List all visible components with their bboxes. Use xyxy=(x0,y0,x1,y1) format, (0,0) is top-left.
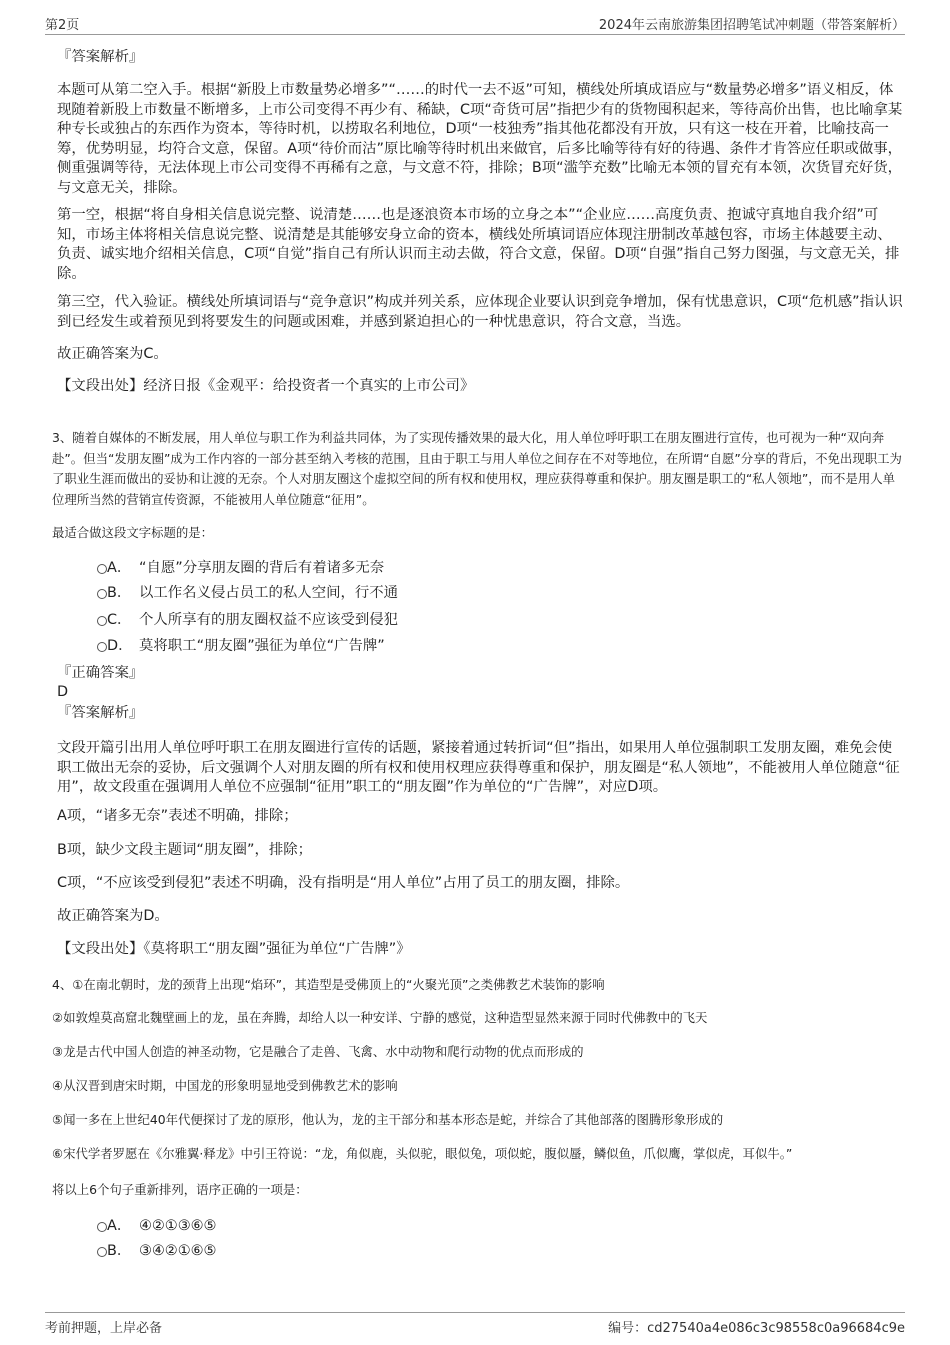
q4-sentence-6: ⑥宋代学者罗愿在《尔雅翼·释龙》中引王符说：“龙，角似鹿，头似驼，眼似兔，项似蛇，腹似蜃，鳞似鱼，爪似鹰，掌似虎，耳似牛。” xyxy=(52,1146,793,1161)
q4-option-b[interactable] xyxy=(57,1241,216,1261)
option-letter: C． xyxy=(107,612,132,628)
q3-question: 最适合做这段文字标题的是： xyxy=(52,525,214,540)
page-number: 第2页 xyxy=(45,18,80,33)
q3-answer: D xyxy=(57,684,69,700)
document-title: 2024年云南旅游集团招聘笔试冲刺题（带答案解析） xyxy=(598,18,905,33)
option-text: 以工作名义侵占员工的私人空间，行不通 xyxy=(139,585,399,601)
option-text: “自愿”分享朋友圈的背后有着诸多无奈 xyxy=(139,560,385,576)
q4-sentence-4: ④从汉晋到唐宋时期，中国龙的形象明显地受到佛教艺术的影响 xyxy=(52,1078,398,1093)
radio-icon[interactable] xyxy=(97,616,107,626)
q4-sentence-2: ②如敦煌莫高窟北魏壁画上的龙，虽在奔腾，却给人以一种安详、宁静的感觉，这种造型显然来源于同时代佛教中的飞天 xyxy=(52,1010,708,1025)
radio-icon[interactable] xyxy=(97,1247,107,1257)
q2-paragraph-3: 第三空，代入验证。横线处所填词语与“竞争意识”构成并列关系，应体现企业要认识到竞争增加，保有忧患意识，C项“危机感”指认识到已经发生或着预见到将要发生的问题或困难，并感到紧迫担心的一种忧患意识，符合文意，当选。 xyxy=(57,294,903,330)
option-text: ③④②①⑥⑤ xyxy=(139,1243,217,1259)
q2-source: 【文段出处】经济日报《金观平：给投资者一个真实的上市公司》 xyxy=(57,378,475,394)
q4-option-a[interactable] xyxy=(57,1216,216,1236)
q2-analysis-label: 『答案解析』 xyxy=(57,49,144,65)
q4-sentence-1: 4、①在南北朝时，龙的颈背上出现“焰环”，其造型是受佛顶上的“火聚光顶”之类佛教艺术装饰的影响 xyxy=(52,977,605,992)
q2-paragraph-2: 第一空，根据“将自身相关信息说完整、说清楚……也是逐浪资本市场的立身之本”“企业应……高度负责、抱诚守真地自我介绍”可知，市场主体将相关信息说完整、说清楚是其能够安身立命的资本，横线处所填词语应体现注册制改革越包容，市场主体越要主动、负责、诚实地介绍相关信息，C项“自觉”指自己有所认识而主动去做，符合文意，保留。D项“自强”指自己努力图强，与文意无关，排除。 xyxy=(57,207,900,282)
radio-icon[interactable] xyxy=(97,1222,107,1232)
option-letter: D． xyxy=(107,638,133,654)
q3-option-d[interactable] xyxy=(57,636,385,656)
q3-conclusion: 故正确答案为D。 xyxy=(57,908,169,924)
option-text: ④②①③⑥⑤ xyxy=(139,1218,217,1234)
radio-icon[interactable] xyxy=(97,589,107,599)
footer-slogan: 考前押题，上岸必备 xyxy=(45,1321,163,1336)
radio-icon[interactable] xyxy=(97,564,107,574)
option-text: 莫将职工“朋友圈”强征为单位“广告牌” xyxy=(139,638,385,654)
q2-conclusion: 故正确答案为C。 xyxy=(57,346,168,362)
page-footer xyxy=(45,1312,905,1335)
q3-paragraph-2: A项，“诸多无奈”表述不明确，排除； xyxy=(57,808,298,824)
option-text: 个人所享有的朋友圈权益不应该受到侵犯 xyxy=(139,612,399,628)
q3-stem: 3、随着自媒体的不断发展，用人单位与职工作为利益共同体，为了实现传播效果的最大化，用人单位呼吁职工在朋友圈进行宣传，也可视为一种“双向奔赴”。但当“发朋友圈”成为工作内容的一部分甚至纳入考核的范围，且由于职工与用人单位之间存在不对等地位，在所谓“自愿”分享的背后，不免出现职工为了职业生涯而做出的妥协和让渡的无奈。个人对朋友圈这个虚拟空间的所有权和使用权，理应获得尊重和保护。朋友圈是职工的“私人领地”，而不是用人单位理所当然的营销宣传资源，不能被用人单位随意“征用”。 xyxy=(52,430,902,507)
q3-paragraph-1: 文段开篇引出用人单位呼吁职工在朋友圈进行宣传的话题，紧接着通过转折词“但”指出，如果用人单位强制职工发朋友圈，难免会使职工做出无奈的妥协，后文强调个人对朋友圈的所有权和使用权理应获得尊重和保护，朋友圈是“私人领地”，不能被用人单位随意“征用”，故文段重在强调用人单位不应强制“征用”职工的“朋友圈”作为单位的“广告牌”，对应D项。 xyxy=(57,740,900,795)
q2-paragraph-1: 本题可从第二空入手。根据“新股上市数量势必增多”“……的时代一去不返”可知，横线处所填成语应与“数量势必增多”语义相反，体现随着新股上市数量不断增多，上市公司变得不再少有、稀缺，C项“奇货可居”指把少有的货物囤积起来，等待高价出售，也比喻拿某种专长或独占的东西作为资本，等待时机，以捞取名利地位，D项“一枝独秀”指其他花都没有开放，只有这一枝在开着，比喻技高一筹，优势明显，均符合文意，保留。A项“待价而沽”原比喻等待时机出来做官，后多比喻等待有好的待遇、条件才肯答应任职或做事，侧重强调等待，无法体现上市公司变得不再稀有之意，与文意不符，排除；B项“滥竽充数”比喻无本领的冒充有本领，次货冒充好货，与文意无关，排除。 xyxy=(57,82,903,196)
q3-analysis-label: 『答案解析』 xyxy=(57,705,144,721)
q3-option-b[interactable] xyxy=(57,583,398,603)
q3-option-c[interactable] xyxy=(57,610,398,630)
option-letter: A． xyxy=(107,1218,132,1234)
option-letter: B． xyxy=(107,585,132,601)
q3-paragraph-4: C项，“不应该受到侵犯”表述不明确，没有指明是“用人单位”占用了员工的朋友圈，排除。 xyxy=(57,875,630,891)
page-header xyxy=(45,12,905,35)
radio-icon[interactable] xyxy=(97,642,107,652)
q3-option-a[interactable] xyxy=(57,558,384,578)
q4-sentence-5: ⑤闻一多在上世纪40年代便探讨了龙的原形，他认为，龙的主干部分和基本形态是蛇，并综合了其他部落的图腾形象形成的 xyxy=(52,1112,724,1127)
q3-answer-label: 『正确答案』 xyxy=(57,665,144,681)
q3-paragraph-3: B项，缺少文段主题词“朋友圈”，排除； xyxy=(57,842,313,858)
footer-serial-number: 编号：cd27540a4e086c3c98558c0a96684c9e xyxy=(608,1321,905,1336)
q3-source: 【文段出处】《莫将职工“朋友圈”强征为单位“广告牌”》 xyxy=(57,941,411,957)
q4-sentence-3: ③龙是古代中国人创造的神圣动物，它是融合了走兽、飞禽、水中动物和爬行动物的优点而形成的 xyxy=(52,1044,584,1059)
q4-question: 将以上6个句子重新排列，语序正确的一项是： xyxy=(52,1182,308,1197)
option-letter: B． xyxy=(107,1243,132,1259)
option-letter: A． xyxy=(107,560,132,576)
